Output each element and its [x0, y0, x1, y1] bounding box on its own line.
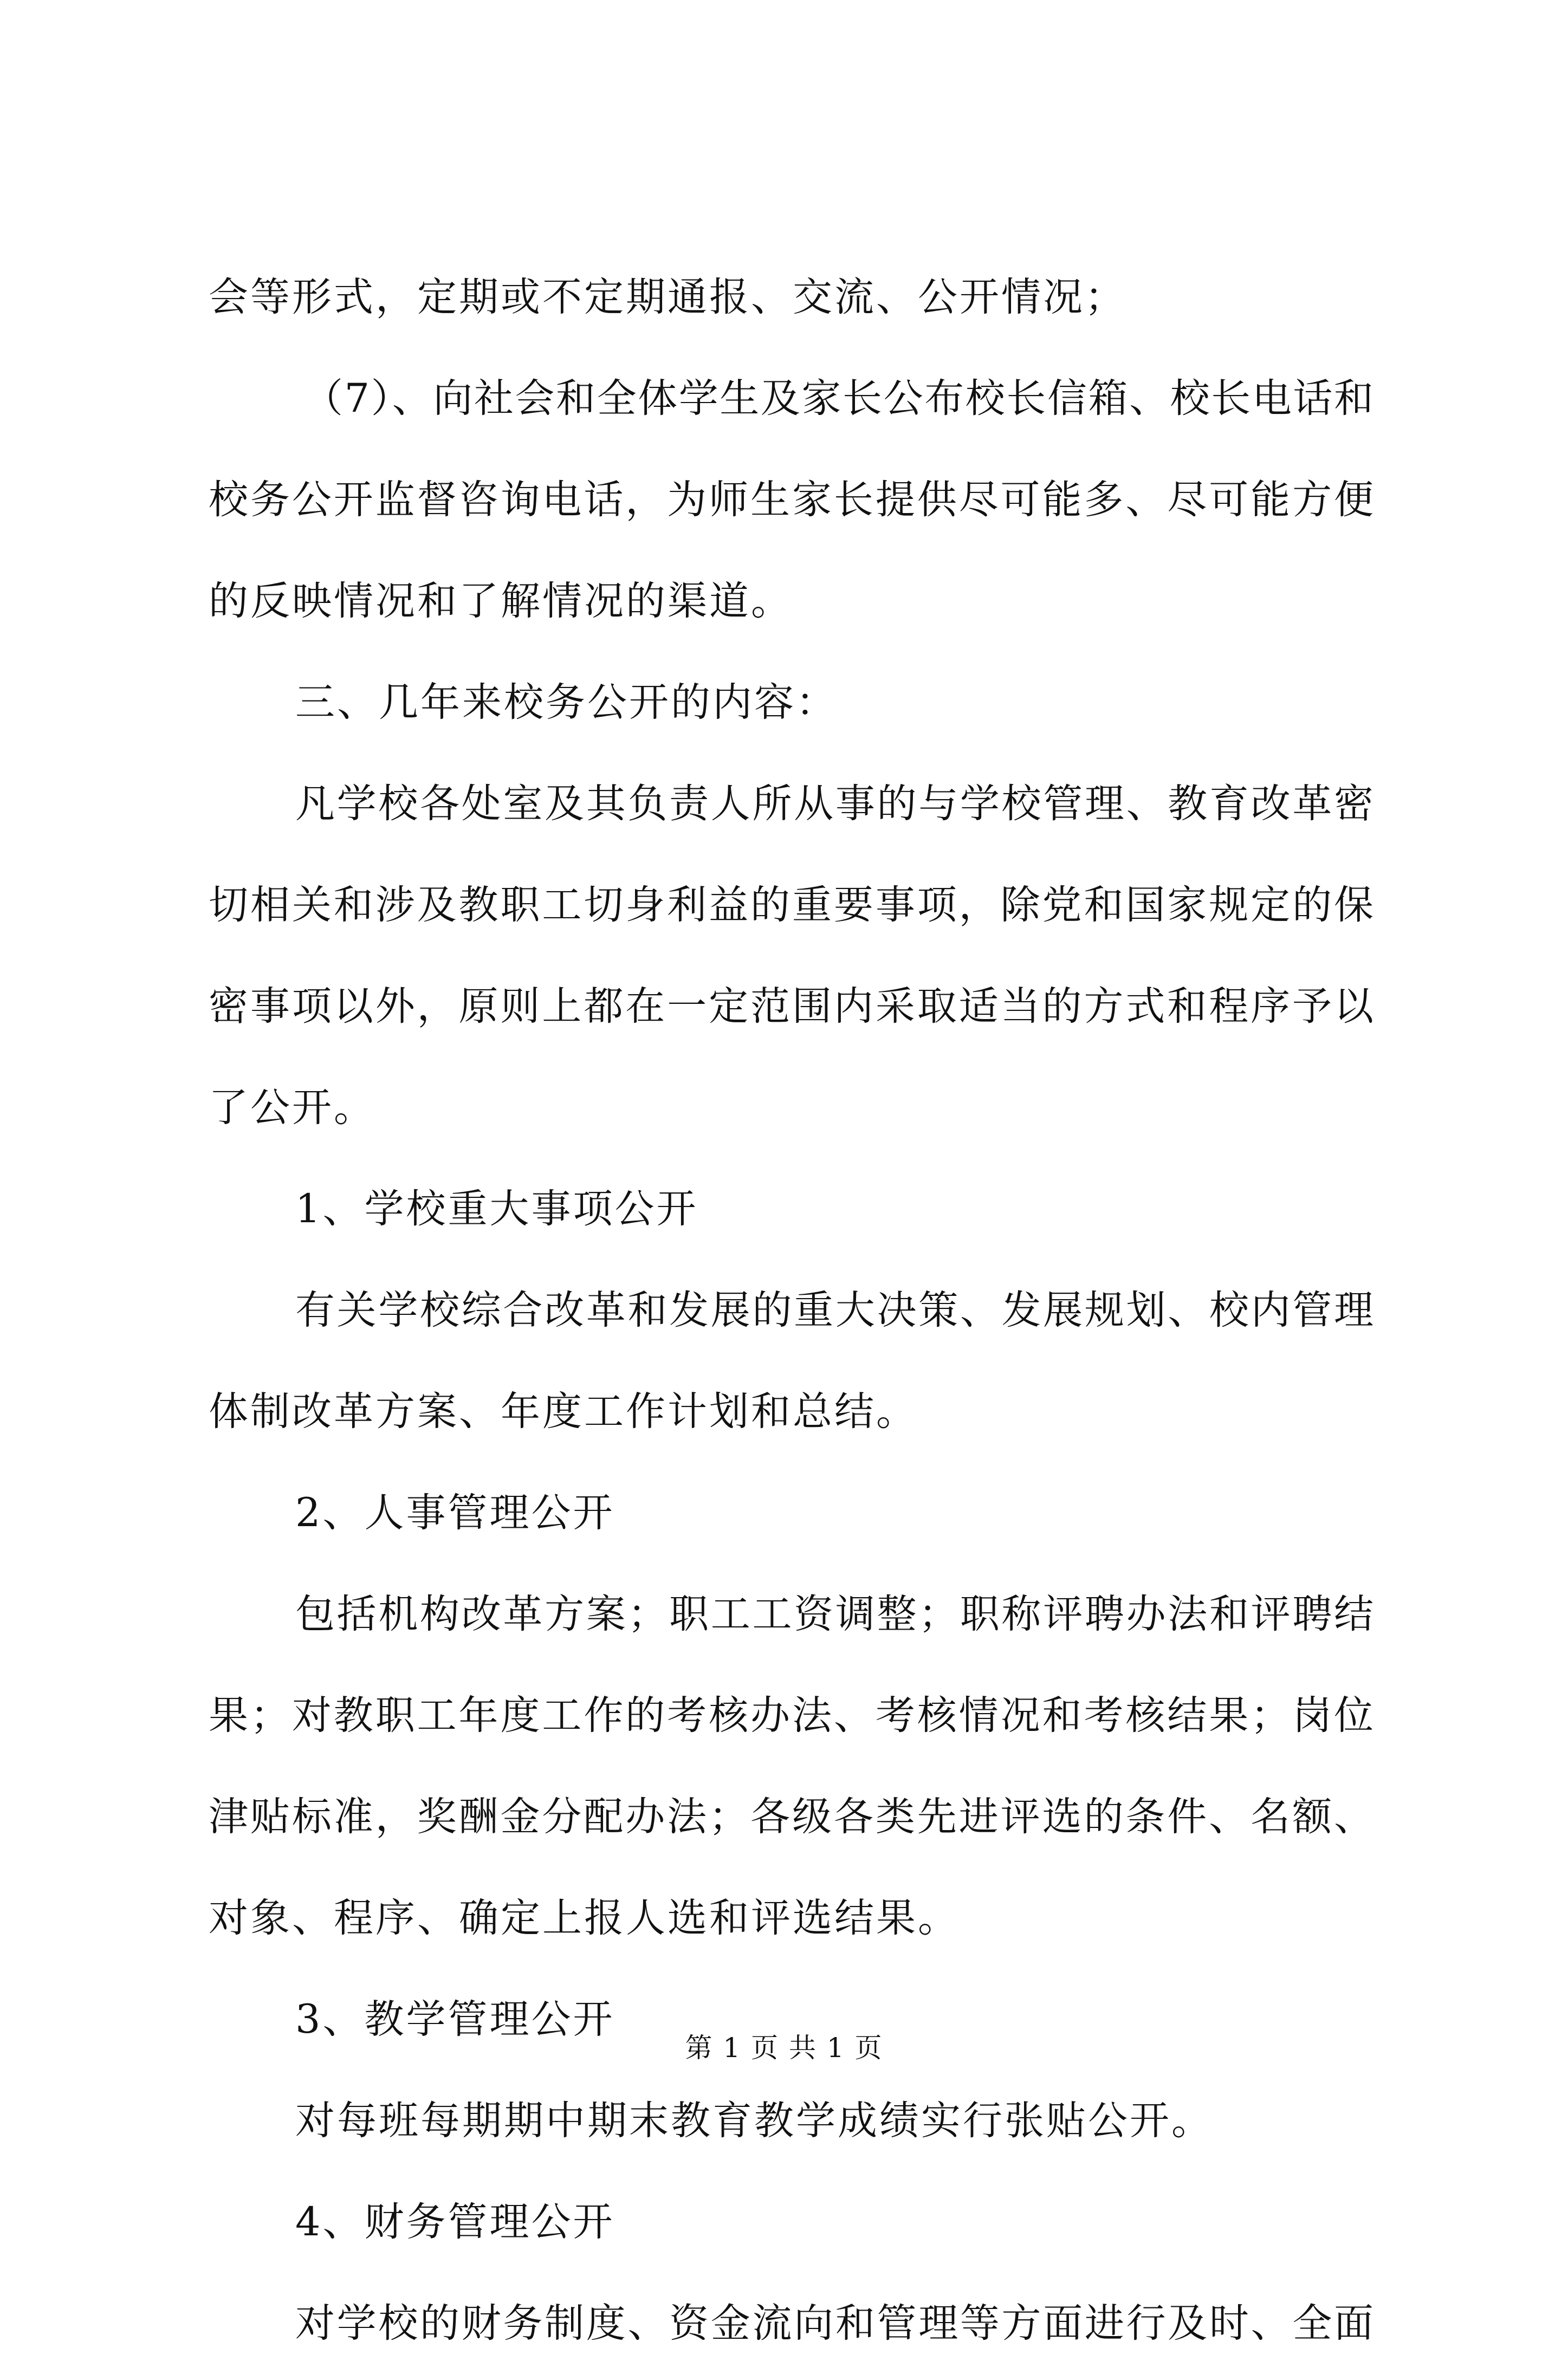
subsection-heading: 4、财务管理公开 — [295, 2199, 615, 2245]
text-line: 密事项以外，原则上都在一定范围内采取适当的方式和程序予以 — [209, 983, 1373, 1029]
text-line: 对象、程序、确定上报人选和评选结果。 — [209, 1895, 960, 1941]
section-heading: 三、几年来校务公开的内容： — [295, 679, 838, 725]
text-line: 的反映情况和了解情况的渠道。 — [209, 578, 793, 624]
subsection-heading: 3、教学管理公开 — [295, 1996, 615, 2042]
text-line: 果；对教职工年度工作的考核办法、考核情况和考核结果；岗位 — [209, 1692, 1373, 1739]
text-line: 对每班每期期中期末教育教学成绩实行张贴公开。 — [295, 2098, 1213, 2144]
text-line: 对学校的财务制度、资金流向和管理等方面进行及时、全面 — [295, 2300, 1373, 2346]
subsection-heading: 2、人事管理公开 — [295, 1490, 615, 1536]
text-line: 校务公开监督咨询电话，为师生家长提供尽可能多、尽可能方便 — [209, 477, 1373, 523]
text-line: 津贴标准，奖酬金分配办法；各级各类先进评选的条件、名额、 — [209, 1794, 1373, 1840]
text-line: 了公开。 — [209, 1085, 375, 1131]
text-line: 切相关和涉及教职工切身利益的重要事项，除党和国家规定的保 — [209, 882, 1373, 928]
text-line: 凡学校各处室及其负责人所从事的与学校管理、教育改革密 — [295, 781, 1373, 827]
text-line: 包括机构改革方案；职工工资调整；职称评聘办法和评聘结 — [295, 1591, 1373, 1637]
text-line: 会等形式，定期或不定期通报、交流、公开情况； — [209, 274, 1126, 320]
text-line: （7）、向社会和全体学生及家长公布校长信箱、校长电话和 — [303, 375, 1373, 421]
text-line: 有关学校综合改革和发展的重大决策、发展规划、校内管理 — [295, 1287, 1373, 1333]
subsection-heading: 1、学校重大事项公开 — [295, 1186, 698, 1232]
page-number-footer: 第 1 页 共 1 页 — [685, 2032, 883, 2064]
text-line: 体制改革方案、年度工作计划和总结。 — [209, 1389, 918, 1435]
